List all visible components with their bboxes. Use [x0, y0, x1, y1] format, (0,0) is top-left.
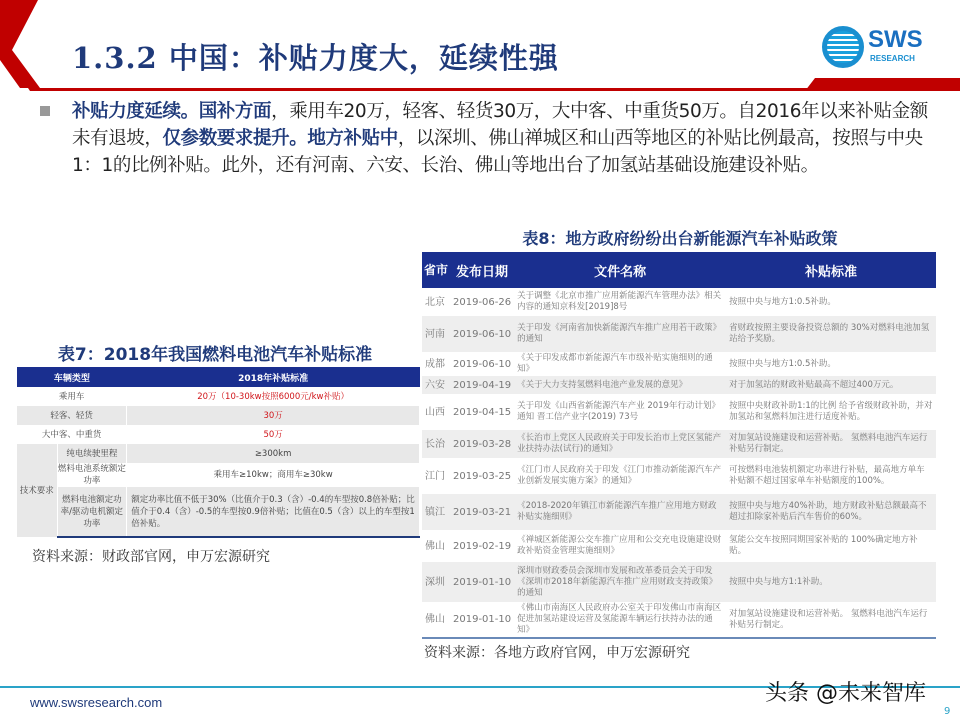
logo-subtext: RESEARCH — [870, 54, 915, 63]
logo-text: SWS — [868, 26, 923, 53]
cell: 《关于大力支持氢燃料电池产业发展的意见》 — [514, 376, 726, 394]
col-header: 省市 — [422, 252, 450, 288]
table-row — [422, 288, 936, 316]
cell: 《江门市人民政府关于印发《江门市推动新能源汽车产业创新发展实施方案》的通知》 — [517, 465, 722, 486]
cell: 30万 — [127, 406, 420, 425]
table-row — [422, 430, 936, 458]
cell: 2019-03-21 — [450, 494, 514, 530]
cell: 乘用车 — [17, 387, 127, 406]
cell: 2019-06-10 — [450, 316, 514, 352]
cell: 2019-01-10 — [450, 562, 514, 602]
cell: 2019-04-19 — [450, 376, 514, 394]
page-title: 1.3.2 中国：补贴力度大，延续性强 — [72, 41, 559, 75]
cell: 深圳市财政委员会深圳市发展和改革委员会关于印发《深圳市2018年新能源汽车推广应用财政支持政策》的通知 — [514, 562, 726, 602]
cell: 北京 — [425, 296, 445, 308]
cell: 山西 — [425, 406, 445, 418]
cell: 《2018-2020年镇江市新能源汽车推广应用地方财政补贴实施细则》 — [514, 494, 726, 530]
cell: 深圳 — [422, 562, 450, 602]
cell: 燃料电池系统额定功率 — [57, 464, 126, 486]
cell: 六安 — [422, 376, 450, 394]
cell: 《关于印发成都市新能源汽车市级补贴实施细则的通知》 — [517, 353, 713, 374]
cell: 按照中央与地方40%补助，地方财政补贴总额最高不超过扣除家补贴后汽车售价的60%。 — [726, 494, 936, 530]
bullet-icon — [40, 106, 50, 116]
cell: 长治 — [422, 430, 450, 458]
table-row — [422, 316, 936, 352]
cell: 2019-02-19 — [453, 540, 512, 552]
cell: 按照中央与地方1:0.5补助。 — [729, 358, 836, 369]
cell: 对加氢站设施建设和运营补贴。 氢燃料电池汽车运行补贴另行制定。 — [726, 430, 936, 458]
col-header: 发布日期 — [450, 252, 514, 288]
cell: 20万（10-30kw按照6000元/kw补贴） — [127, 387, 420, 406]
cell: 江门 — [425, 470, 445, 482]
cell: 2019-06-26 — [453, 296, 512, 308]
cell: 2019-03-25 — [453, 470, 512, 482]
footer-url[interactable]: www.swsresearch.com — [30, 695, 163, 710]
cell: 关于调整《北京市推广应用新能源汽车管理办法》相关内容的通知京科发[2019]8号 — [517, 291, 722, 312]
cell: 轻客、轻货 — [17, 406, 127, 425]
page-number: 9 — [944, 706, 951, 717]
summary-paragraph — [72, 98, 944, 179]
cell: 对加氢站设施建设和运营补贴。 氢燃料电池汽车运行补贴另行制定。 — [726, 602, 936, 638]
table-row — [422, 530, 936, 562]
col-header: 文件名称 — [514, 252, 726, 288]
table7 — [17, 367, 420, 538]
table-row — [422, 376, 936, 394]
col-header: 2018年补贴标准 — [127, 367, 420, 387]
table-row — [422, 394, 936, 430]
col-header: 补贴标准 — [726, 252, 936, 288]
table-row — [422, 352, 936, 376]
cell: 氢能公交车按照同期国家补贴的 100%确定地方补贴。 — [729, 535, 918, 556]
text: ，乘用车20万，轻客、轻货30万，大中客、中重货50万。自2016年以来补贴金额未有退坡， — [72, 101, 928, 149]
cell: 按照中央与地方1:0.5补助。 — [729, 296, 836, 307]
cell: 佛山 — [425, 540, 445, 552]
cell: 省财政按照主要设备投资总额的 30%对燃料电池加氢站给予奖励。 — [726, 316, 936, 352]
table-row — [422, 458, 936, 494]
col-header: 车辆类型 — [17, 367, 127, 387]
bold-text: 补贴力度延续。国补方面 — [72, 101, 272, 122]
cell: 佛山 — [422, 602, 450, 638]
text: ，以深圳、佛山禅城区和山西等地区的补贴比例最高，按照与中央1：1的比例补贴。此外，还有河南、六安、长治、佛山等地出台了加氢站基础设施建设补贴。 — [72, 128, 923, 176]
table8 — [422, 252, 936, 639]
cell: 2019-04-15 — [453, 406, 512, 418]
cell: 额定功率比值不低于30%（比值介于0.3（含）-0.4的车型按0.8倍补贴；比值介于0.4（含）-0.5的车型按0.9倍补贴；比值在0.5（含）以上的车型按1倍补贴。 — [127, 487, 420, 537]
cell: 按照中央财政补助1:1的比例 给予省级财政补助，并对加氢站和氢燃料加注进行适度补贴。 — [729, 401, 933, 422]
table8-title: 表8：地方政府纷纷出台新能源汽车补贴政策 — [522, 229, 838, 248]
cell: 关于印发《山西省新能源汽车产业 2019年行动计划》通知 晋工信产业字(2019) 73号 — [517, 401, 720, 422]
cell: 《佛山市南海区人民政府办公室关于印发佛山市南海区促进加氢站建设运营及氢能源车辆运行扶持办法的通知》 — [514, 602, 726, 638]
logo-mark-icon — [822, 26, 864, 68]
cell: 《长治市上党区人民政府关于印发长治市上党区氢能产业扶持办法(试行)的通知》 — [514, 430, 726, 458]
cell: 镇江 — [422, 494, 450, 530]
cell: 2019-01-10 — [450, 602, 514, 638]
table-row — [422, 602, 936, 638]
cell: 可按燃料电池装机额定功率进行补贴，最高地方单车补贴额不超过国家单车补贴额度的100%。 — [729, 465, 925, 486]
cell: 大中客、中重货 — [17, 425, 127, 444]
cell: 技术要求 — [17, 444, 57, 537]
cell: 关于印发《河南省加快新能源汽车推广应用若干政策》的通知 — [514, 316, 726, 352]
table7-title: 表7：2018年我国燃料电池汽车补贴标准 — [57, 345, 373, 365]
cell: 50万 — [127, 425, 420, 444]
cell: 2019-03-28 — [450, 430, 514, 458]
cell: 河南 — [422, 316, 450, 352]
cell: 成都 — [425, 358, 445, 370]
bold-text: 仅参数要求提升。地方补贴中 — [162, 128, 398, 149]
table7-source: 资料来源：财政部官网，申万宏源研究 — [32, 549, 270, 565]
table8-source: 资料来源：各地方政府官网，申万宏源研究 — [424, 645, 690, 661]
table-row — [422, 494, 936, 530]
table-row — [422, 562, 936, 602]
cell: 按照中央与地方1:1补助。 — [726, 562, 936, 602]
watermark: 头条 @未来智库 — [765, 681, 926, 706]
cell: 纯电续驶里程 — [57, 444, 127, 463]
cell: 《禅城区新能源公交车推广应用和公交充电设施建设财政补贴资金管理实施细则》 — [517, 535, 722, 556]
cell: 燃料电池额定功率/驱动电机额定功率 — [57, 487, 127, 537]
cell: 2019-06-10 — [453, 358, 512, 370]
cell: 对于加氢站的财政补贴最高不超过400万元。 — [726, 376, 936, 394]
sws-logo — [822, 24, 942, 74]
cell: 乘用车≥10kw；商用车≥30kw — [127, 463, 420, 487]
cell: ≥300km — [127, 444, 420, 463]
